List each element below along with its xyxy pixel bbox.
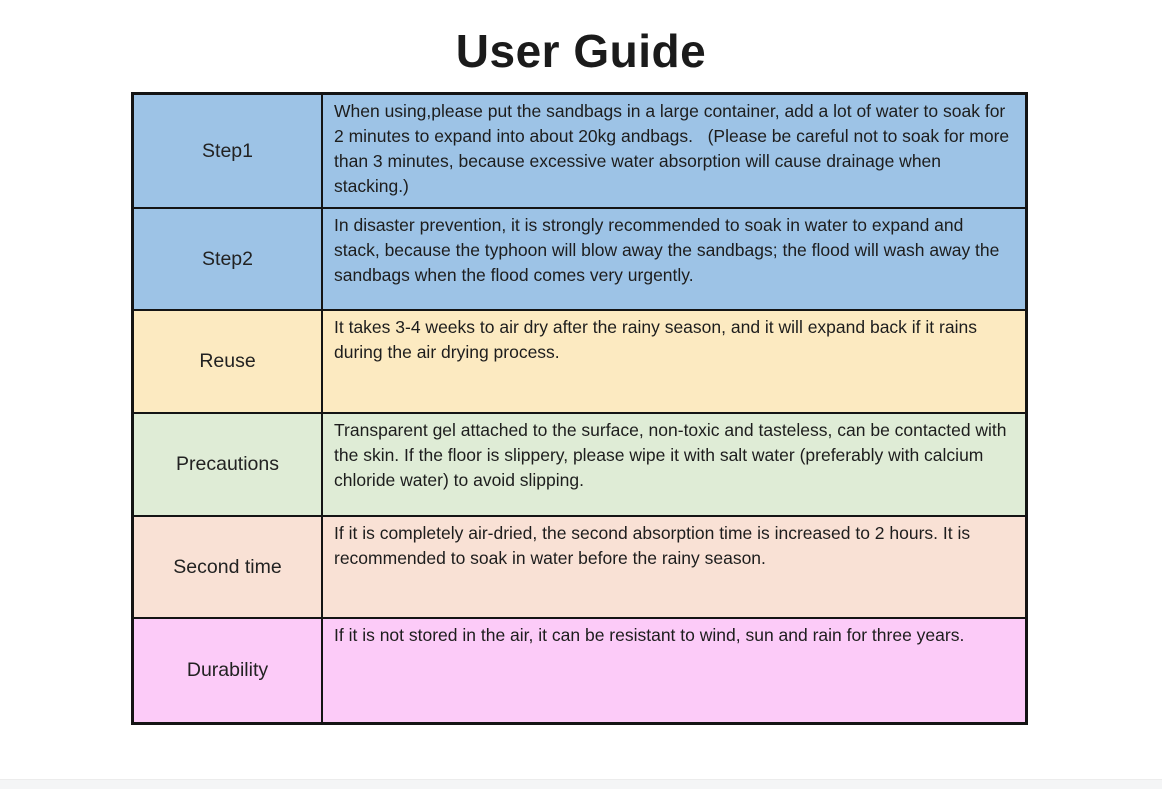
table-row [133, 310, 1027, 413]
table-row [133, 413, 1027, 516]
row-text: It takes 3-4 weeks to air dry after the rainy season, and it will expand back if it rains during the air drying process. [322, 310, 1027, 413]
row-label: Step1 [133, 94, 323, 209]
row-text: When using,please put the sandbags in a large container, add a lot of water to soak for 2 minutes to expand into about 20kg andbags. (Please be careful not to soak for more than 3 minutes, because excessive water absorption will cause drainage when stacking.) [322, 94, 1027, 209]
row-text: If it is completely air-dried, the second absorption time is increased to 2 hours. It is recommended to soak in water before the rainy season. [322, 516, 1027, 618]
row-text: If it is not stored in the air, it can be resistant to wind, sun and rain for three years. [322, 618, 1027, 723]
user-guide-table [131, 92, 1028, 725]
row-label: Second time [133, 516, 323, 618]
row-text: Transparent gel attached to the surface, non-toxic and tasteless, can be contacted with the skin. If the floor is slippery, please wipe it with salt water (preferably with calcium chloride water) to avoid slipping. [322, 413, 1027, 516]
table-row [133, 618, 1027, 723]
table-row [133, 208, 1027, 310]
row-label: Reuse [133, 310, 323, 413]
row-label: Precautions [133, 413, 323, 516]
row-text: In disaster prevention, it is strongly recommended to soak in water to expand and stack, because the typhoon will blow away the sandbags; the flood will wash away the sandbags when the flood comes very urgently. [322, 208, 1027, 310]
table-row [133, 94, 1027, 209]
table-row [133, 516, 1027, 618]
row-label: Step2 [133, 208, 323, 310]
row-label: Durability [133, 618, 323, 723]
bottom-edge-strip [0, 779, 1162, 789]
page-title: User Guide [455, 25, 707, 77]
